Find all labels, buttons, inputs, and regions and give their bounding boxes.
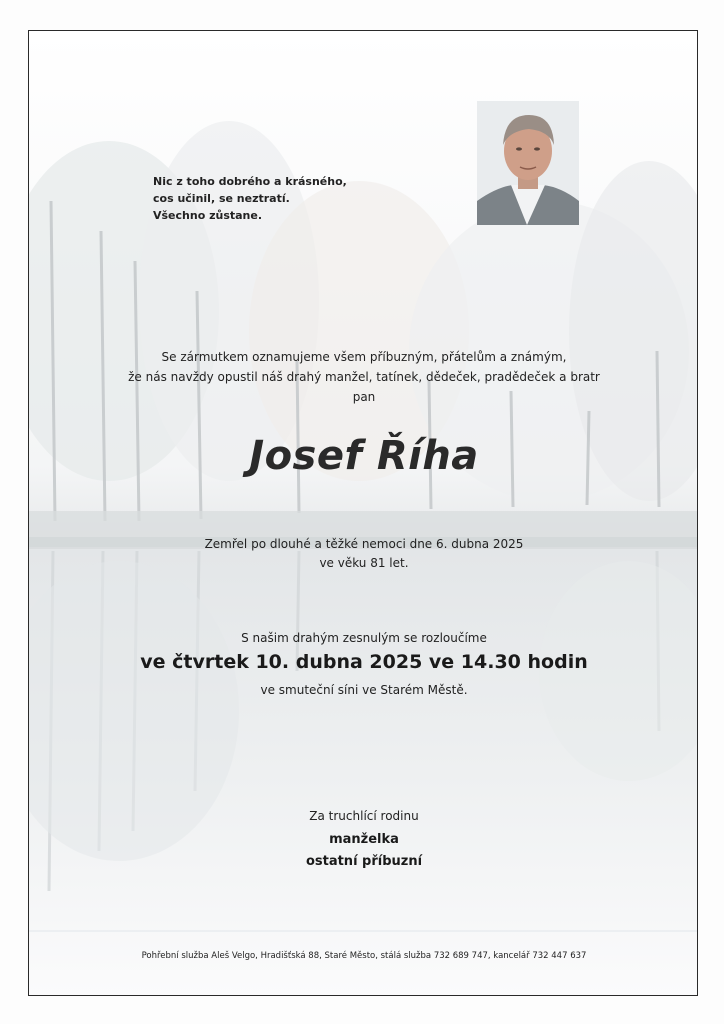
obituary-frame: [28, 30, 698, 996]
mourners-intro: Za truchlící rodinu: [309, 809, 419, 823]
verse-line: Nic z toho dobrého a krásného,: [153, 175, 347, 188]
announcement-line: pan: [352, 390, 376, 404]
verse-line: Všechno zůstane.: [153, 209, 263, 222]
announcement-line: Se zármutkem oznamujeme všem příbuzným, přátelům a známým,: [161, 350, 567, 364]
deceased-name: Josef Říha: [249, 433, 479, 479]
deceased-portrait: [477, 101, 579, 225]
mourner-name: ostatní příbuzní: [305, 854, 423, 869]
memorial-verse: [153, 173, 347, 224]
farewell-place: ve smuteční síni ve Starém Městě.: [260, 683, 468, 697]
verse-line: cos učinil, se neztratí.: [153, 192, 290, 205]
announcement-text: [29, 347, 698, 407]
funeral-service-footer: Pohřební služba Aleš Velgo, Hradišťská 88, Staré Město, stálá služba 732 689 747, kancelář 732 447 637: [141, 951, 587, 961]
farewell-datetime: ve čtvrtek 10. dubna 2025 ve 14.30 hodin: [140, 651, 588, 673]
death-details: [29, 535, 698, 573]
farewell-intro: S našim drahým zesnulým se rozloučíme: [241, 631, 487, 645]
death-line: ve věku 81 let.: [319, 556, 409, 570]
mourners-list: [29, 829, 698, 873]
mourner-name: manželka: [329, 832, 399, 847]
announcement-line: že nás navždy opustil náš drahý manžel, tatínek, dědeček, pradědeček a bratr: [128, 370, 600, 384]
death-line: Zemřel po dlouhé a těžké nemoci dne 6. dubna 2025: [204, 537, 524, 551]
